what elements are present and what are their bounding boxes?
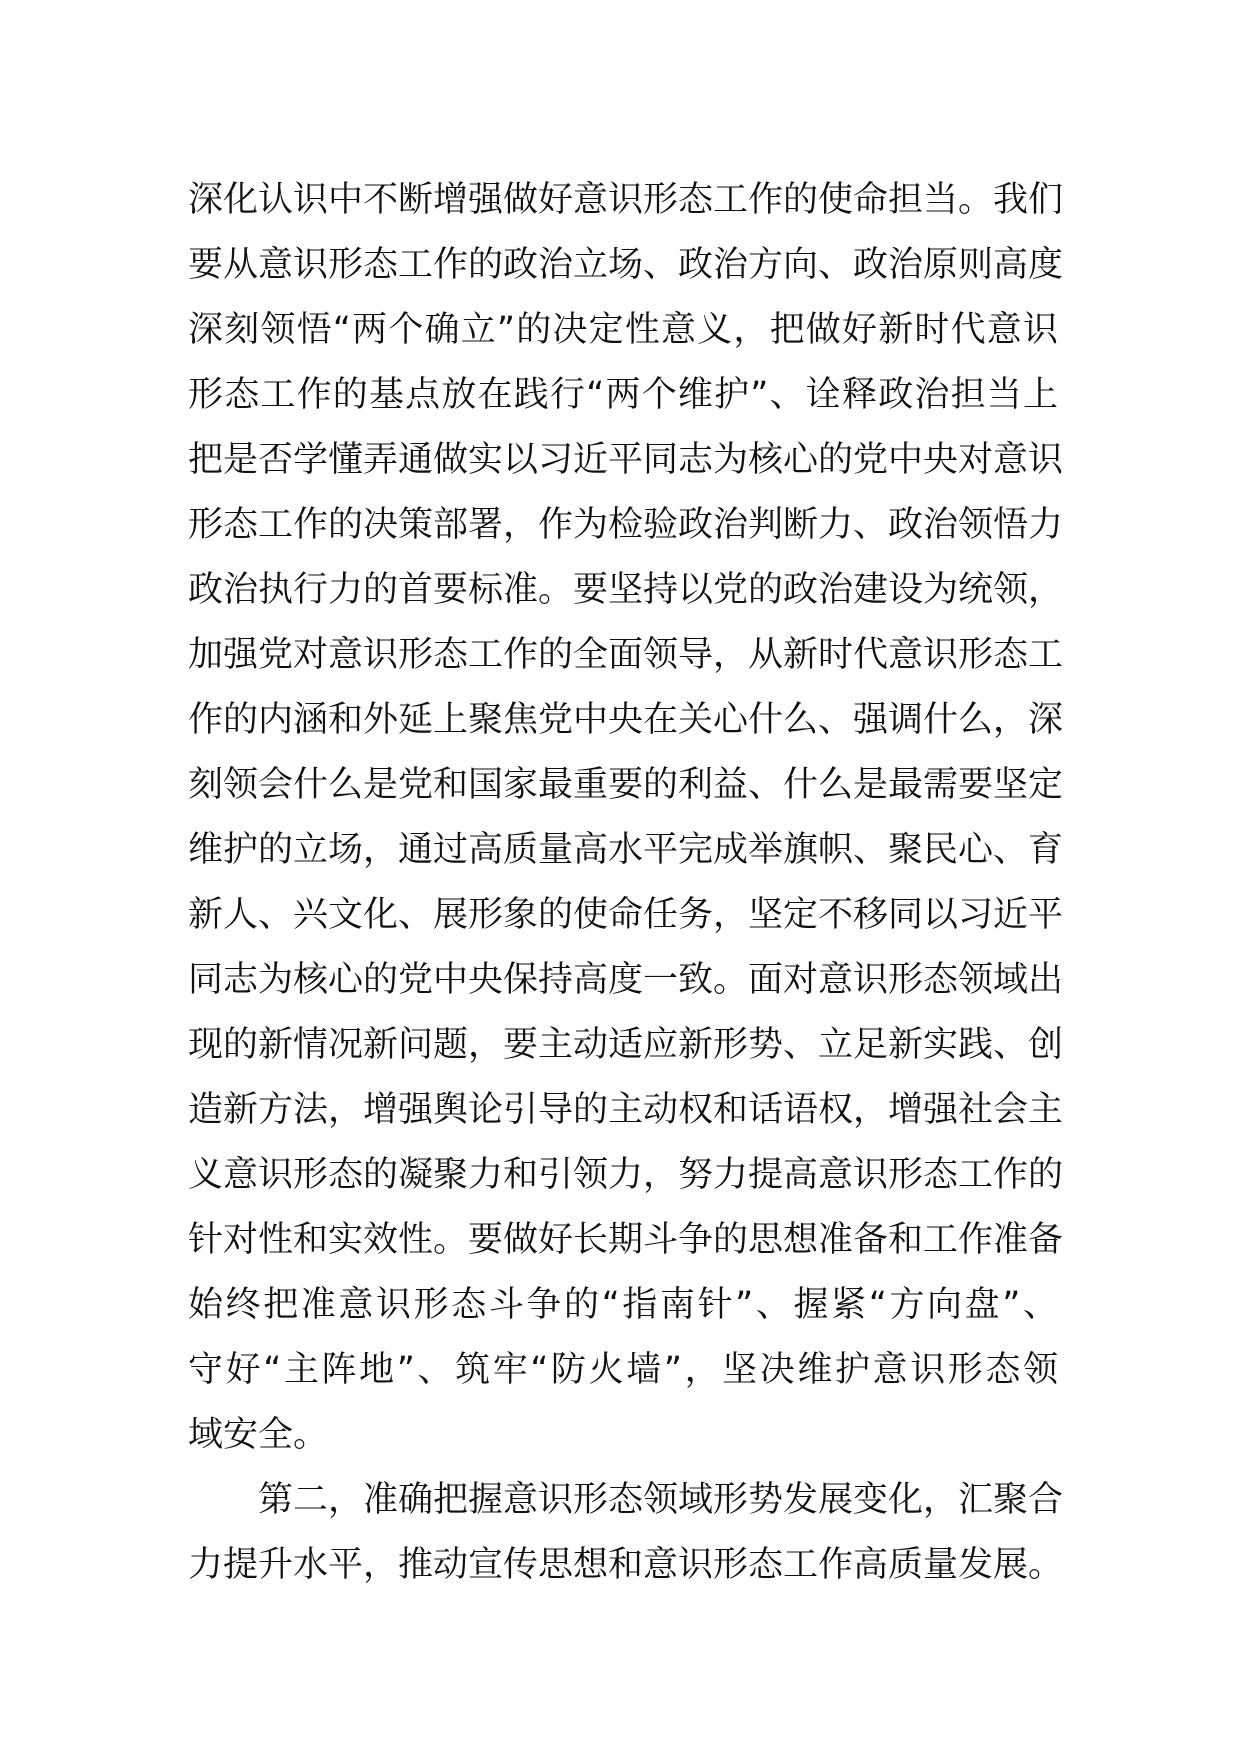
text-line: 加强党对意识形态工作的全面领导，从新时代意识形态工 — [188, 635, 1064, 675]
text-line: 把是否学懂弄通做实以习近平同志为核心的党中央对意识 — [188, 440, 1064, 480]
text-line: 针对性和实效性。要做好长期斗争的思想准备和工作准备 — [188, 1220, 1064, 1260]
text-line: 形态工作的基点放在践行“两个维护”、诠释政治担当上 — [188, 375, 1058, 415]
text-line: 深化认识中不断增强做好意识形态工作的使命担当。我们 — [188, 180, 1064, 220]
body-text — [188, 168, 1064, 1598]
text-line: 维护的立场，通过高质量高水平完成举旗帜、聚民心、育 — [188, 830, 1064, 870]
text-line: 力提升水平，推动宣传思想和意识形态工作高质量发展。 — [188, 1545, 1064, 1585]
text-line: 造新方法，增强舆论引导的主动权和话语权，增强社会主 — [188, 1090, 1064, 1130]
text-line: 始终把准意识形态斗争的“指南针”、握紧“方向盘”、 — [188, 1285, 1059, 1325]
text-line: 政治执行力的首要标准。要坚持以党的政治建设为统领， — [188, 570, 1064, 610]
text-line: 深刻领悟“两个确立”的决定性意义，把做好新时代意识 — [188, 310, 1058, 350]
text-line: 现的新情况新问题，要主动适应新形势、立足新实践、创 — [188, 1025, 1064, 1065]
text-line: 作的内涵和外延上聚焦党中央在关心什么、强调什么，深 — [188, 700, 1064, 740]
text-line: 义意识形态的凝聚力和引领力，努力提高意识形态工作的 — [188, 1155, 1064, 1195]
text-line: 同志为核心的党中央保持高度一致。面对意识形态领域出 — [188, 960, 1064, 1000]
paragraph-start-line: 第二，准确把握意识形态领域形势发展变化，汇聚合 — [258, 1480, 1064, 1520]
text-line: 刻领会什么是党和国家最重要的利益、什么是最需要坚定 — [188, 765, 1064, 805]
text-line: 形态工作的决策部署，作为检验政治判断力、政治领悟力 — [188, 505, 1064, 545]
text-line: 新人、兴文化、展形象的使命任务，坚定不移同以习近平 — [188, 895, 1064, 935]
text-line: 域安全。 — [188, 1415, 329, 1455]
text-line: 守好“主阵地”、筑牢“防火墙”，坚决维护意识形态领 — [188, 1350, 1058, 1390]
text-line: 要从意识形态工作的政治立场、政治方向、政治原则高度 — [188, 245, 1064, 285]
